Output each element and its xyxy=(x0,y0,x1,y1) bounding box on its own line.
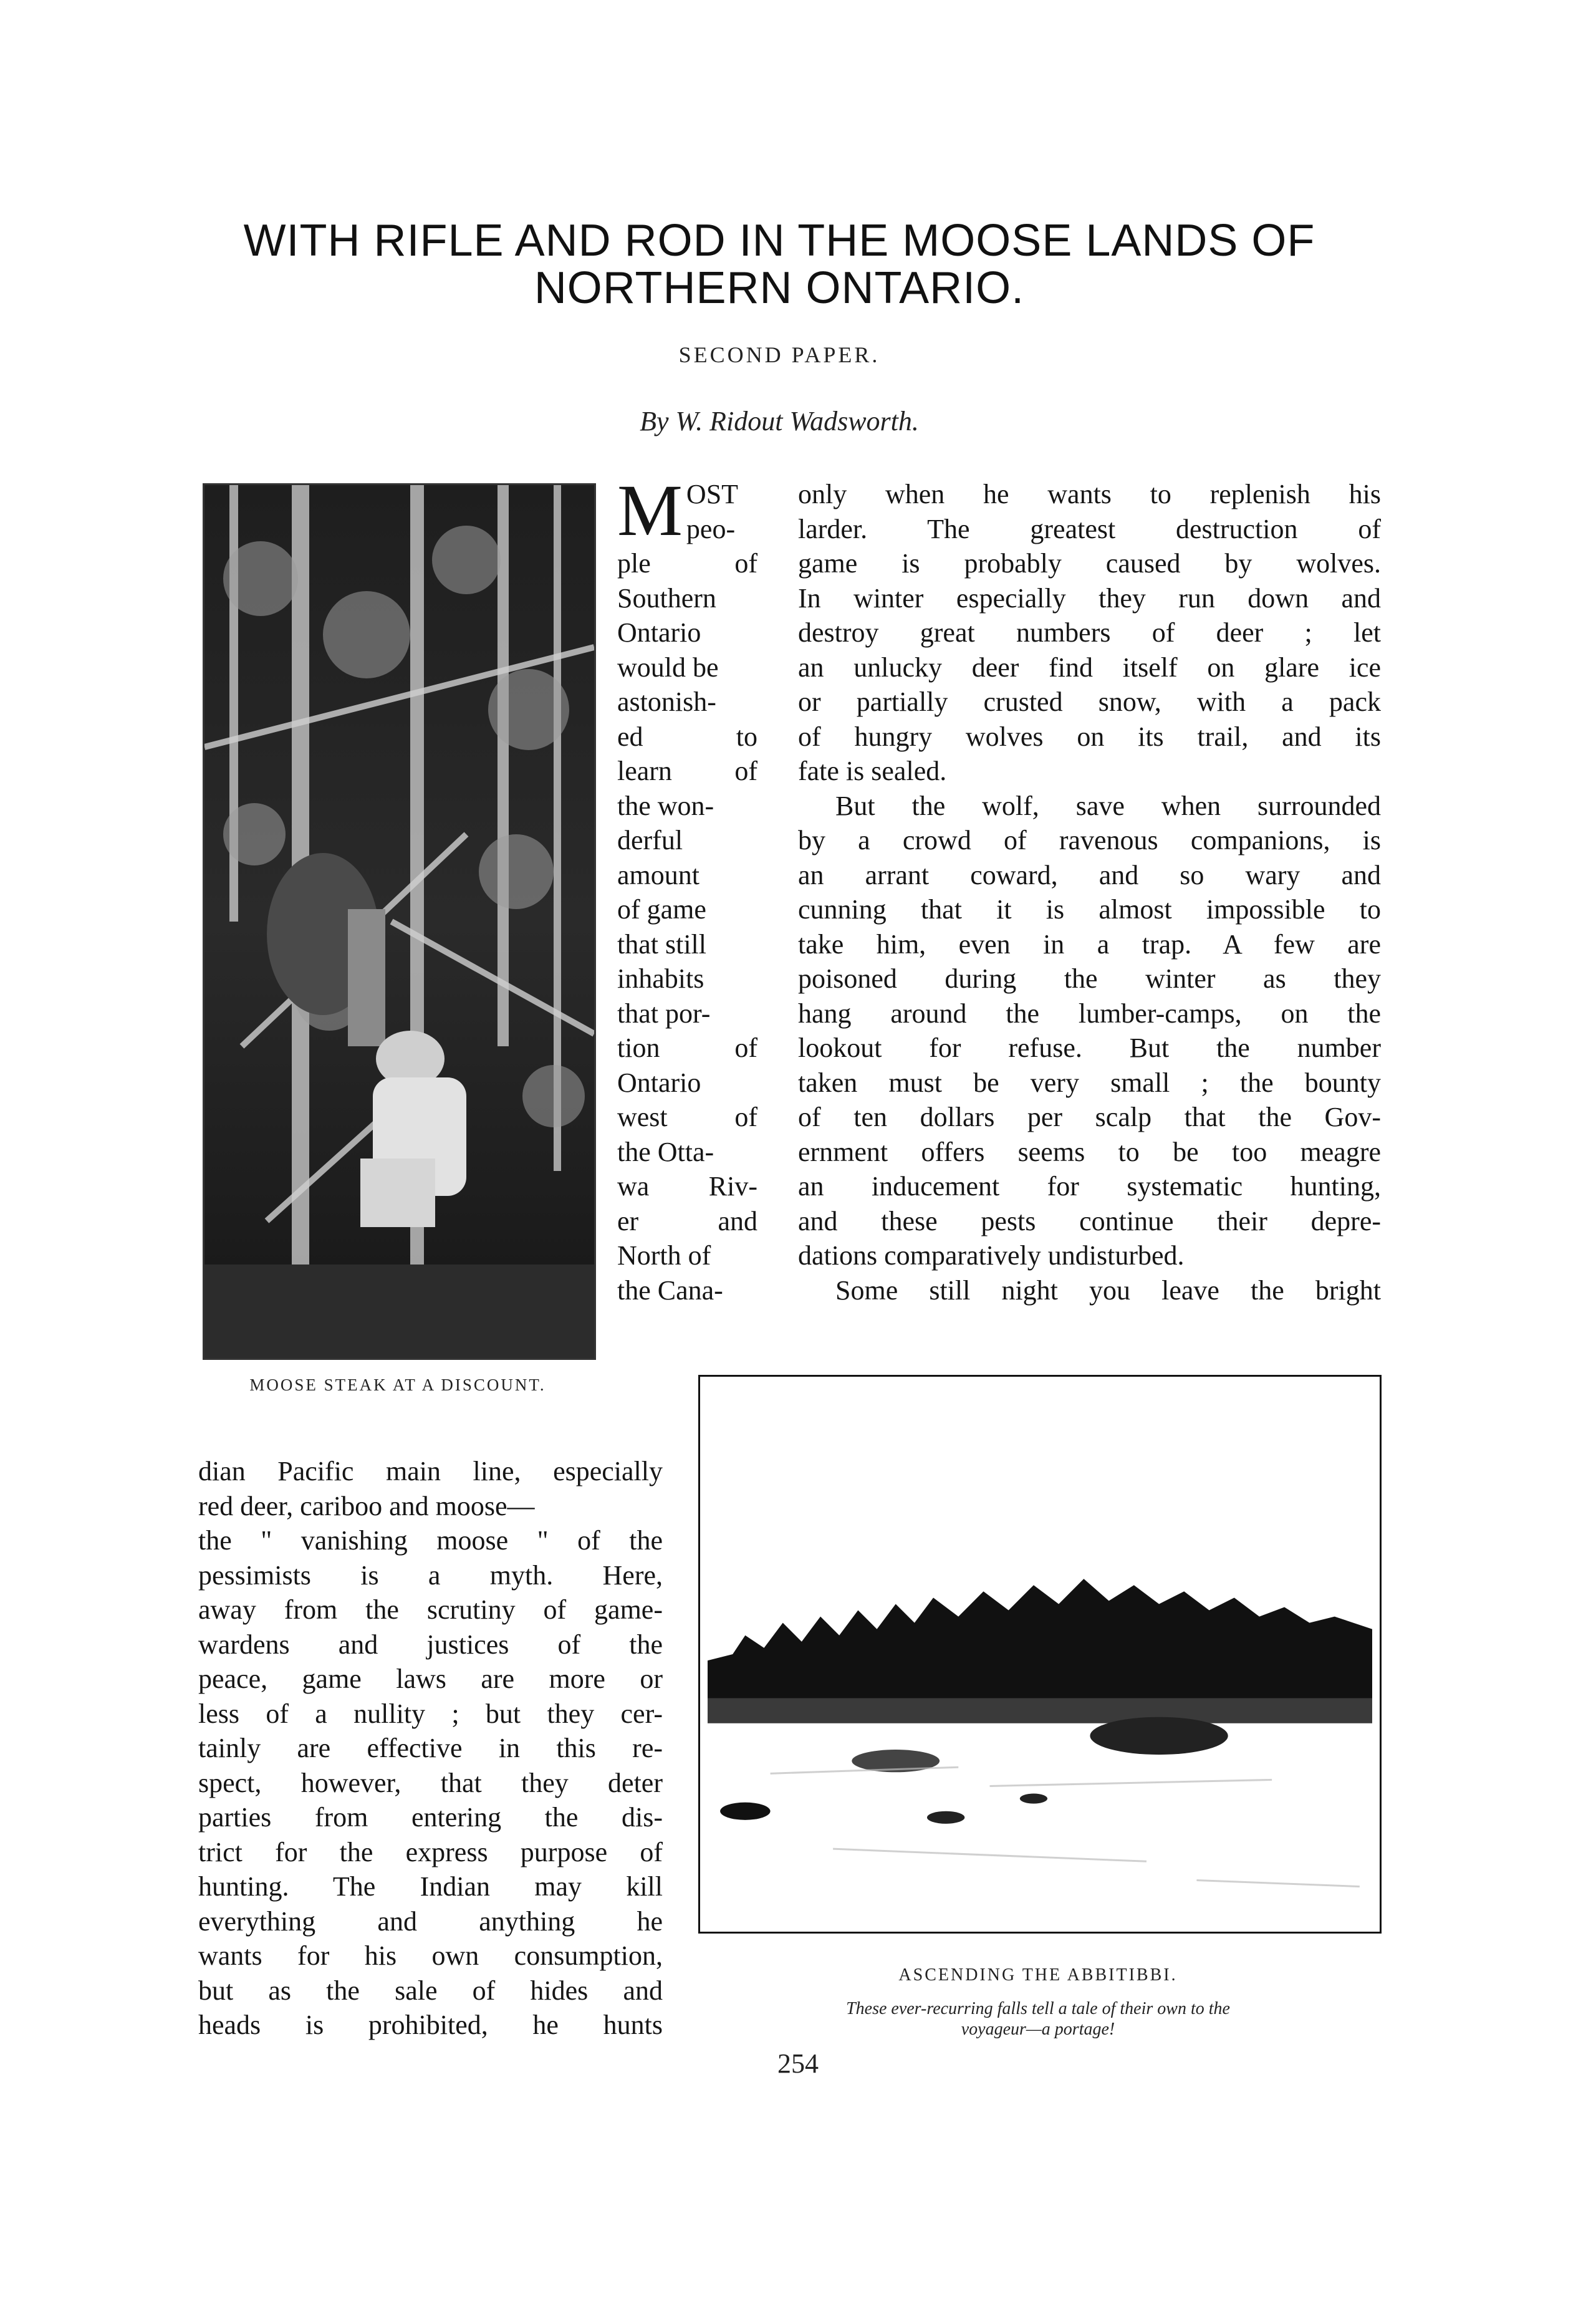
text-line: game is probably caused by wolves. xyxy=(798,548,1381,579)
text-line: but as the sale of hides and xyxy=(198,1975,663,2006)
caption-moose-steak: MOOSE STEAK AT A DISCOUNT. xyxy=(249,1375,546,1394)
text-line: inhabits xyxy=(617,963,704,994)
page-number: 254 xyxy=(777,2048,819,2079)
text-line: OST xyxy=(686,479,739,509)
text-line: dian Pacific main line, especially xyxy=(198,1456,663,1486)
text-line: North of xyxy=(617,1240,711,1271)
text-line: the won- xyxy=(617,790,714,821)
text-line: trict for the express purpose of xyxy=(198,1836,663,1867)
text-line: and these pests continue their depre- xyxy=(798,1205,1381,1236)
text-line: an unlucky deer find itself on glare ice xyxy=(798,652,1381,683)
subcaption-line-2: voyageur—a portage! xyxy=(961,2020,1115,2039)
text-line: less of a nullity ; but they cer- xyxy=(198,1698,663,1729)
text-line: amount xyxy=(617,859,699,890)
text-line: tion of xyxy=(617,1033,757,1063)
text-line: an arrant coward, and so wary and xyxy=(798,859,1381,890)
text-line: would be xyxy=(617,652,719,683)
text-line: by a crowd of ravenous companions, is xyxy=(798,825,1381,855)
subcaption-line-1: These ever-recurring falls tell a tale of their own to the xyxy=(846,1999,1230,2018)
text-line: take him, even in a trap. A few are xyxy=(798,928,1381,960)
text-line: parties from entering the dis- xyxy=(198,1802,663,1833)
text-column-narrow xyxy=(617,470,757,1308)
article-subtitle: SECOND PAPER. xyxy=(678,342,880,367)
text-line: wa Riv- xyxy=(617,1171,757,1202)
text-line: peo- xyxy=(686,513,736,544)
text-line: cunning that it is almost impossible to xyxy=(798,894,1381,925)
text-line: hunting. The Indian may kill xyxy=(198,1871,663,1902)
text-line: pessimists is a myth. Here, xyxy=(198,1559,663,1591)
title-line-1: WITH RIFLE AND ROD IN THE MOOSE LANDS OF xyxy=(243,216,1315,266)
text-line: or partially crusted snow, with a pack xyxy=(798,686,1381,717)
text-line: ple of xyxy=(617,548,757,579)
text-line: everything and anything he xyxy=(198,1905,663,1937)
subcaption-abbitibbi xyxy=(726,1998,1350,2040)
text-line: dations comparatively undisturbed. xyxy=(798,1240,1185,1271)
text-line: only when he wants to replenish his xyxy=(798,479,1381,509)
text-line: But the wolf, save when surrounded xyxy=(835,790,1381,821)
text-line: Southern xyxy=(617,582,716,614)
text-line: spect, however, that they deter xyxy=(198,1767,663,1798)
text-line: fate is sealed. xyxy=(798,756,947,786)
text-line: er and xyxy=(617,1205,757,1236)
text-line: an inducement for systematic hunting, xyxy=(798,1171,1381,1202)
text-line: peace, game laws are more or xyxy=(198,1664,663,1694)
text-line: lookout for refuse. But the number xyxy=(798,1033,1381,1063)
text-line: hang around the lumber-camps, on the xyxy=(798,998,1381,1029)
text-line: red deer, cariboo and moose— xyxy=(198,1490,535,1521)
text-line: Some still night you leave the bright xyxy=(835,1274,1381,1306)
text-line: In winter especially they run down and xyxy=(798,582,1381,614)
photo-abbitibbi xyxy=(698,1375,1382,1934)
text-line: astonish- xyxy=(617,686,716,717)
text-line: heads is prohibited, he hunts xyxy=(198,2010,663,2040)
drop-cap: M xyxy=(617,470,683,551)
article-byline: By W. Ridout Wadsworth. xyxy=(640,406,919,436)
text-line: Ontario xyxy=(617,617,701,648)
text-line: taken must be very small ; the bounty xyxy=(798,1067,1381,1098)
text-line: that still xyxy=(617,928,706,960)
river-falls-graphic xyxy=(708,1384,1372,1924)
text-line: that por- xyxy=(617,998,711,1029)
text-column-left xyxy=(198,1454,663,2043)
text-column-right xyxy=(798,477,1381,1308)
text-line: of hungry wolves on its trail, and its xyxy=(798,721,1381,752)
text-line: the " vanishing moose " of the xyxy=(198,1525,663,1556)
text-line: the Otta- xyxy=(617,1136,714,1167)
text-line: derful xyxy=(617,825,683,855)
text-line: ernment offers seems to be too meagre xyxy=(798,1136,1381,1167)
forest-photo-graphic xyxy=(204,485,594,1358)
article-title xyxy=(181,217,1378,312)
text-line: larder. The greatest destruction of xyxy=(798,513,1381,544)
text-line: wants for his own consumption, xyxy=(198,1940,663,1971)
text-line: learn of xyxy=(617,756,757,786)
caption-abbitibbi: ASCENDING THE ABBITIBBI. xyxy=(898,1965,1178,1985)
photo-moose-steak xyxy=(203,483,596,1360)
text-line: of game xyxy=(617,894,706,925)
text-line: away from the scrutiny of game- xyxy=(198,1594,663,1625)
text-line: poisoned during the winter as they xyxy=(798,963,1381,994)
text-line: ed to xyxy=(617,721,757,752)
text-line: wardens and justices of the xyxy=(198,1629,663,1660)
text-line: the Cana- xyxy=(617,1274,723,1306)
text-line: of ten dollars per scalp that the Gov- xyxy=(798,1102,1381,1132)
text-line: tainly are effective in this re- xyxy=(198,1733,663,1763)
title-line-2: NORTHERN ONTARIO. xyxy=(534,263,1025,313)
text-line: Ontario xyxy=(617,1067,701,1098)
text-line: destroy great numbers of deer ; let xyxy=(798,617,1381,648)
text-line: west of xyxy=(617,1102,757,1132)
